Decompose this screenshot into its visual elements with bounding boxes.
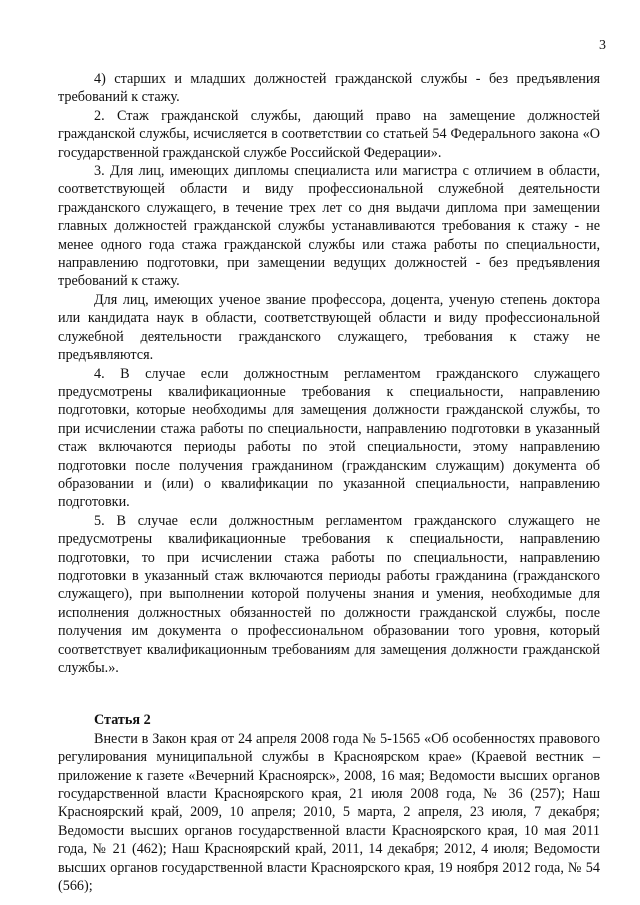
paragraph-2: 2. Стаж гражданской службы, дающий право на замещение должностей гражданской службы, исчисляется в соответствии со статьей 54 Федерального закона «О государственной гражданской службе Российской Федерации». [58, 107, 600, 161]
article-text: Внести в Закон края от 24 апреля 2008 года № 5-1565 «Об особенностях правового регулирования муниципальной службы в Красноярском крае» (Краевой вестник – приложение к газете «Вечерний Красноярск», 2008, 16 мая; Ведомости высших органов государственной власти Красноярского края, 21 июля 2008 года, № 36 (257); Наш Красноярский край, 2009, 10 апреля; 2010, 5 марта, 2 апреля, 23 июля, 7 декабря; Ведомости высших органов государственной власти Красноярского края, 10 мая 2011 года, № 21 (462); Наш Красноярский край, 2011, 14 декабря; 2012, 4 июля; Ведомости высших органов государственной власти Красноярского края, 19 ноября 2012 года, № 54 (566); [58, 730, 600, 895]
article-heading: Статья 2 [94, 712, 151, 729]
paragraph-4: 4. В случае если должностным регламентом гражданского служащего предусмотрены квалификационные требования к специальности, направлению подготовки, которые необходимы для замещения должности гражданской службы, то при исчислении стажа работы по специальности, направлению подготовки в указанный стаж включаются периоды работы по этой специальности, этому направлению подготовки после получения гражданином (гражданским служащим) документа об образовании и (или) о квалификации по указанной специальности, направлению подготовки. [58, 365, 600, 511]
paragraph-item-4: 4) старших и младших должностей гражданской службы - без предъявления требований к стажу. [58, 71, 600, 106]
page-number: 3 [599, 38, 606, 53]
paragraph-3-continuation: Для лиц, имеющих ученое звание профессора, доцента, ученую степень доктора или кандидата наук в области, соответствующей области и виду профессиональной служебной деятельности гражданского служащего, требования к стажу не предъявляются. [58, 291, 600, 364]
paragraph-5: 5. В случае если должностным регламентом гражданского служащего не предусмотрены квалификационные требования к специальности, направлению подготовки, то при исчислении стажа работы по специальности, направлению подготовки в указанный стаж включаются периоды работы гражданина (гражданского служащего), при выполнении которой получены знания и умения, необходимые для исполнения должностных обязанностей по должности гражданской службы, после получения им документа о профессиональном образовании того уровня, который соответствует квалификационным требованиям для замещения должности гражданской службы.». [58, 512, 600, 676]
paragraph-3: 3. Для лиц, имеющих дипломы специалиста или магистра с отличием в области, соответствующей области и виду профессиональной служебной деятельности гражданского служащего, в течение трех лет со дня выдачи диплома при замещении главных должностей гражданской службы устанавливаются требования к стажу - не менее одного года стажа гражданской службы или стажа работы по специальности, направлению подготовки, при замещении ведущих должностей - без предъявления требований к стажу. [58, 163, 600, 290]
document-body [58, 70, 600, 895]
